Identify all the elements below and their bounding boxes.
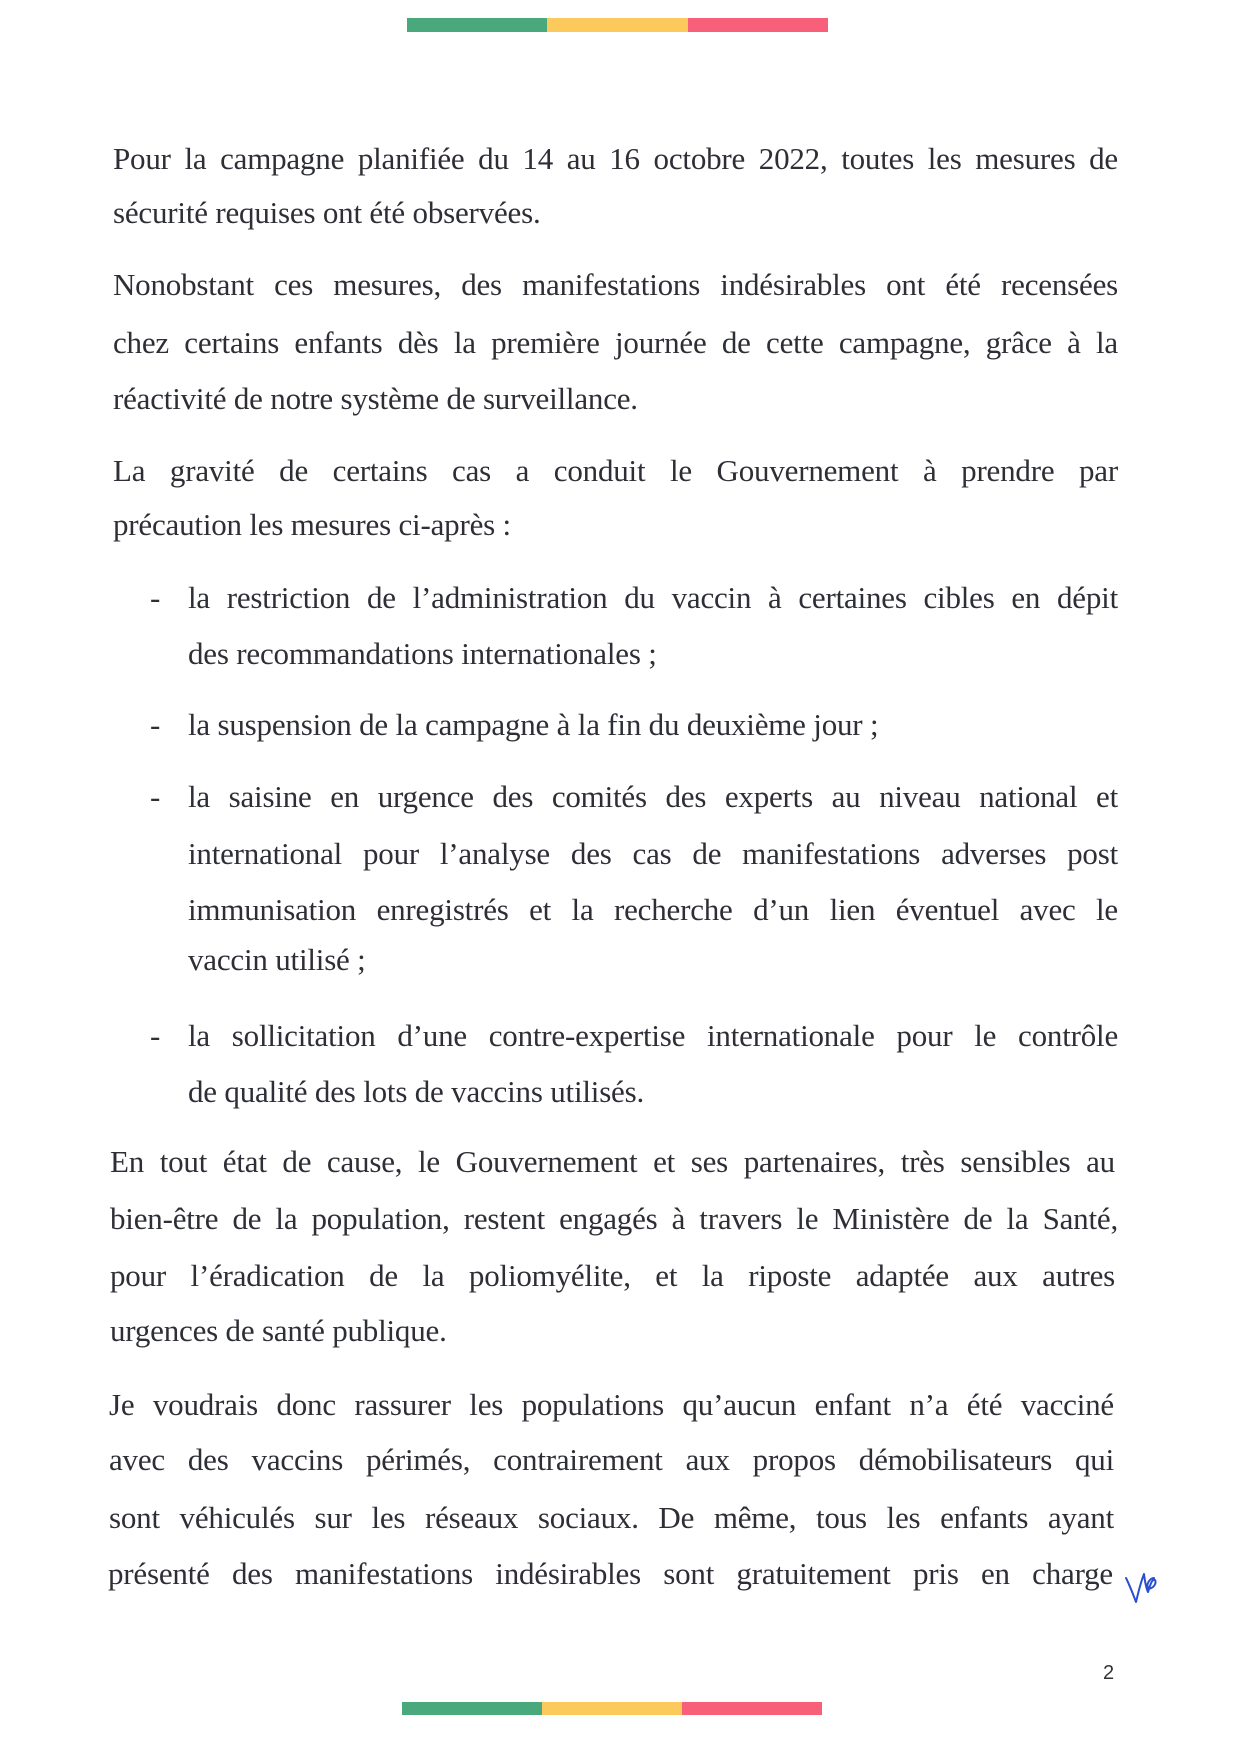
- page-number: 2: [1103, 1662, 1115, 1684]
- paragraph-3-line-1: La gravité de certains cas a conduit le Gouvernement à prendre par: [113, 453, 1118, 488]
- list-item-3-line-3: immunisation enregistrés et la recherche d’un lien éventuel avec le: [188, 892, 1118, 927]
- footer-flag-bar: [402, 1702, 822, 1715]
- paragraph-4-line-4: urgences de santé publique.: [110, 1313, 447, 1348]
- list-item-3-line-4: vaccin utilisé ;: [188, 942, 366, 977]
- list-item-1-line-1: la restriction de l’administration du vaccin à certaines cibles en dépit: [188, 580, 1118, 615]
- list-bullet: -: [150, 707, 161, 742]
- flag-red-segment: [682, 1702, 822, 1715]
- list-item-2-line-1: la suspension de la campagne à la fin du deuxième jour ;: [188, 707, 879, 742]
- paragraph-5-line-2: avec des vaccins périmés, contrairement aux propos démobilisateurs qui: [109, 1442, 1114, 1477]
- list-bullet: -: [150, 779, 161, 814]
- paragraph-4-line-3: pour l’éradication de la poliomyélite, et la riposte adaptée aux autres: [110, 1258, 1115, 1293]
- flag-green-segment: [402, 1702, 542, 1715]
- list-item-3-line-2: international pour l’analyse des cas de manifestations adverses post: [188, 836, 1118, 871]
- flag-yellow-segment: [542, 1702, 682, 1715]
- list-bullet: -: [150, 580, 161, 615]
- list-item-3-line-1: la saisine en urgence des comités des experts au niveau national et: [188, 779, 1118, 814]
- list-bullet: -: [150, 1018, 161, 1053]
- paragraph-2-line-2: chez certains enfants dès la première journée de cette campagne, grâce à la: [113, 325, 1118, 360]
- paragraph-3-line-2: précaution les mesures ci-après :: [113, 507, 511, 542]
- list-item-1-line-2: des recommandations internationales ;: [188, 636, 657, 671]
- paragraph-2-line-3: réactivité de notre système de surveillance.: [113, 381, 638, 416]
- paragraph-5-line-1: Je voudrais donc rassurer les populations qu’aucun enfant n’a été vacciné: [109, 1387, 1114, 1422]
- paragraph-1-line-2: sécurité requises ont été observées.: [113, 195, 541, 230]
- header-flag-bar: [407, 18, 828, 32]
- flag-red-segment: [688, 18, 828, 32]
- paragraph-4-line-1: En tout état de cause, le Gouvernement et ses partenaires, très sensibles au: [110, 1144, 1115, 1179]
- flag-green-segment: [407, 18, 547, 32]
- handwritten-initials-icon: [1124, 1566, 1158, 1606]
- paragraph-5-line-4: présenté des manifestations indésirables sont gratuitement pris en charge: [108, 1556, 1113, 1591]
- list-item-4-line-2: de qualité des lots de vaccins utilisés.: [188, 1074, 645, 1109]
- list-item-4-line-1: la sollicitation d’une contre-expertise internationale pour le contrôle: [188, 1018, 1118, 1053]
- paragraph-1-line-1: Pour la campagne planifiée du 14 au 16 octobre 2022, toutes les mesures de: [113, 141, 1118, 176]
- flag-yellow-segment: [547, 18, 687, 32]
- paragraph-4-line-2: bien-être de la population, restent engagés à travers le Ministère de la Santé,: [110, 1201, 1118, 1236]
- paragraph-5-line-3: sont véhiculés sur les réseaux sociaux. De même, tous les enfants ayant: [109, 1500, 1114, 1535]
- paragraph-2-line-1: Nonobstant ces mesures, des manifestations indésirables ont été recensées: [113, 267, 1118, 302]
